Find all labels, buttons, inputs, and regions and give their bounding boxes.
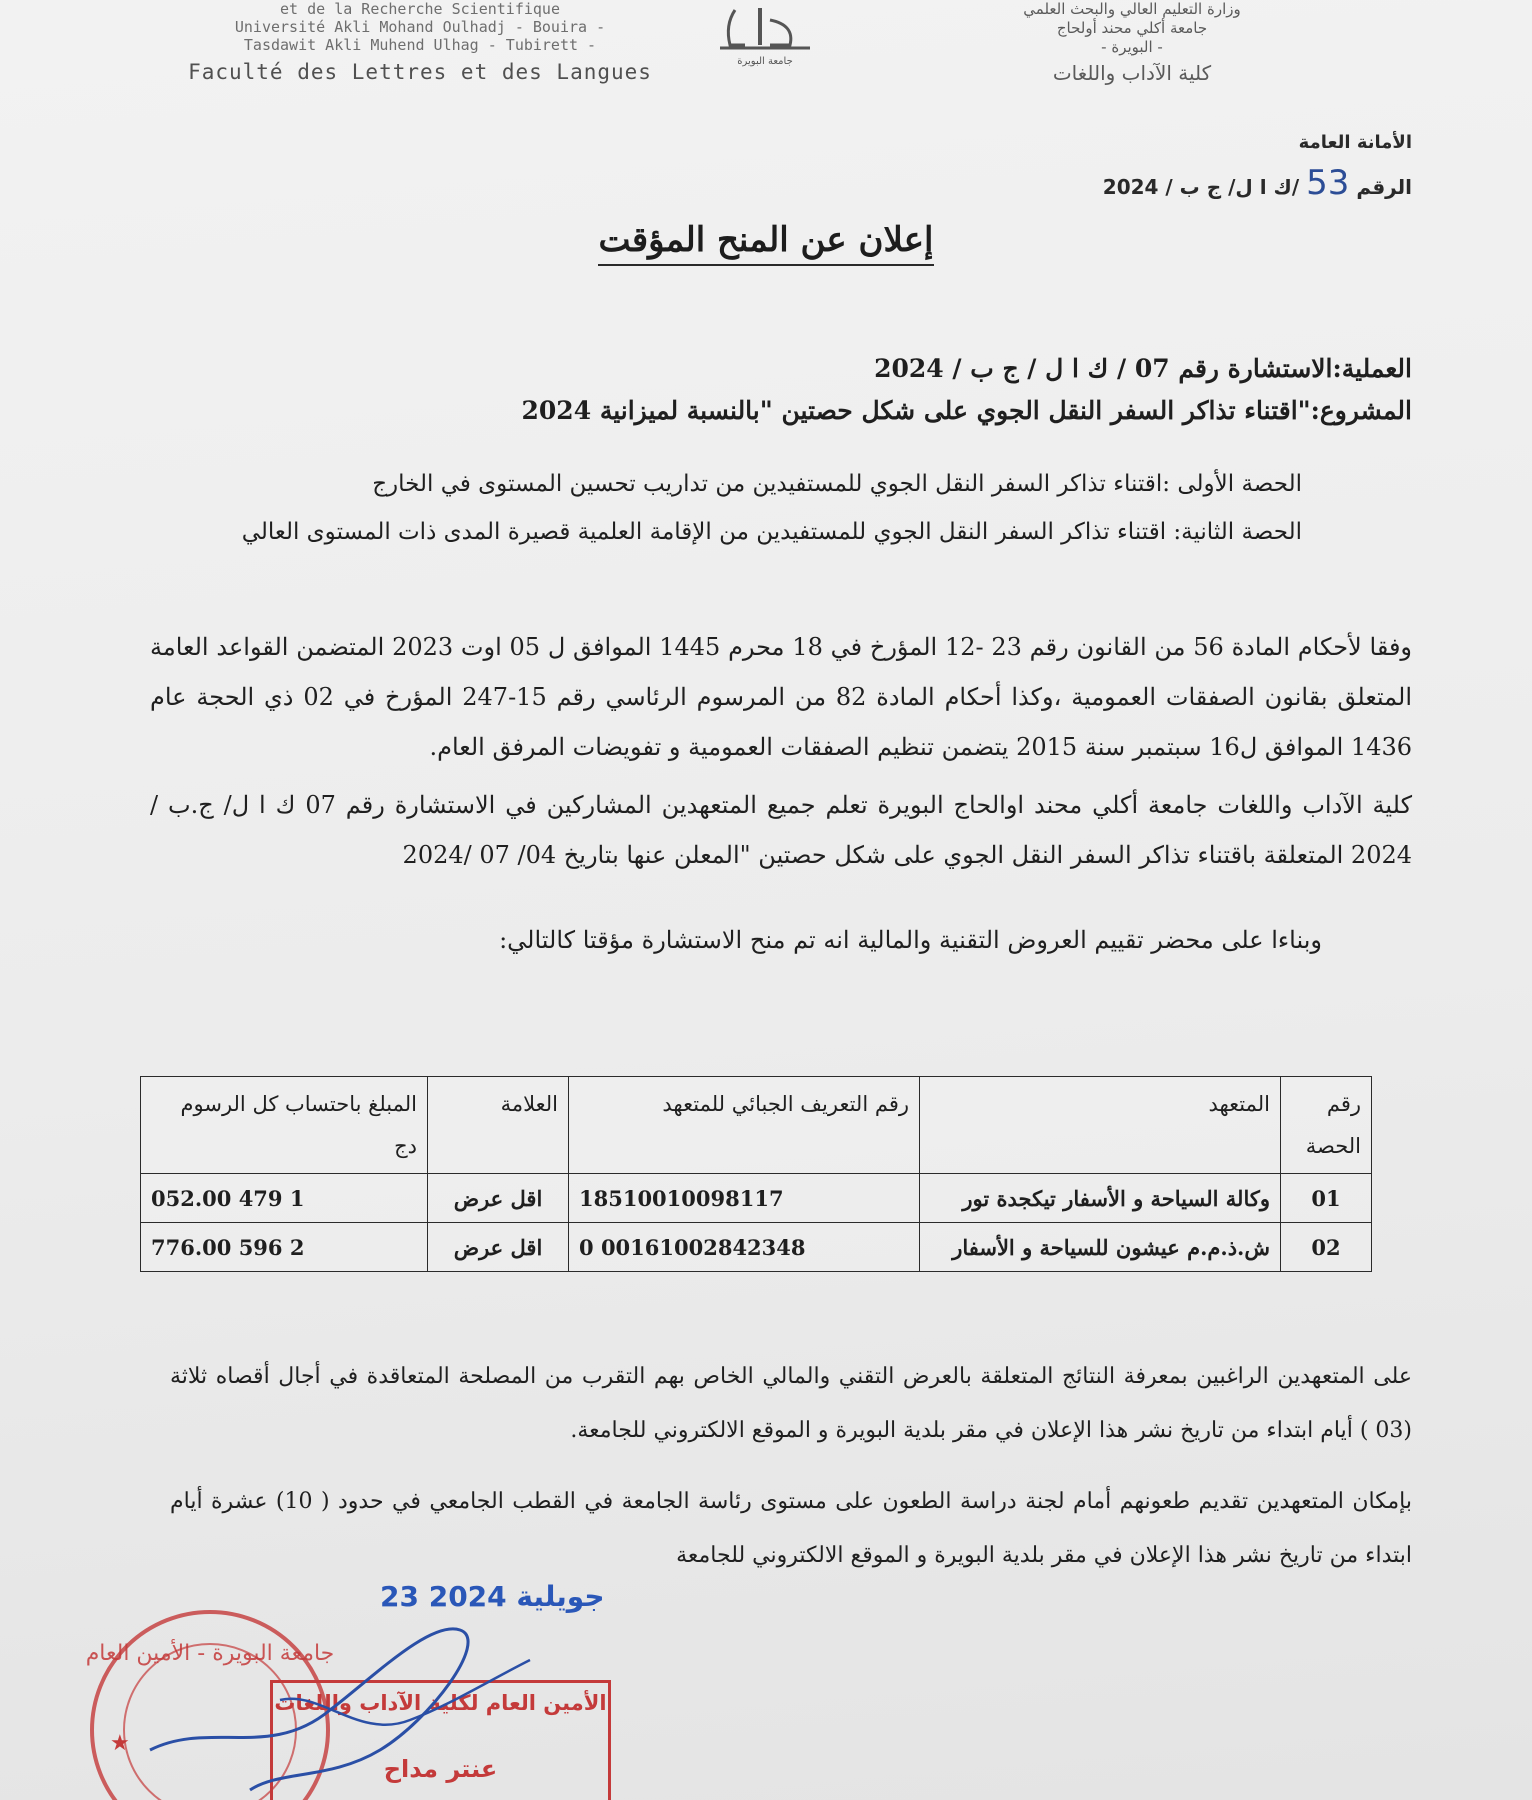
header-fr-line: et de la Recherche Scientifique: [280, 0, 560, 18]
stamp-title: الأمين العام لكلية الآداب واللغات: [274, 1691, 607, 1715]
signature-icon: [130, 1600, 550, 1800]
project-line: المشروع:"اقتناء تذاكر السفر النقل الجوي على شكل حصتين "بالنسبة لميزانية 2024: [521, 396, 1412, 425]
table-row: [141, 1223, 1372, 1272]
results-info-paragraph: على المتعهدين الراغبين بمعرفة النتائج المتعلقة بالعرض التقني والمالي الخاص بهم التقرب من المصلحة المتعاقدة في أجال أقصاه ثلاثة (03 ) أيام ابتداء من تاريخ نشر هذا الإعلان في مقر بلدية البويرة و الموقع الالكتروني للجامعة.: [170, 1364, 1412, 1443]
faculty-name-ar: كلية الآداب واللغات: [1052, 61, 1212, 85]
university-logo-icon: [700, 0, 830, 70]
svg-text:★: ★: [110, 1731, 130, 1756]
col-mark-header: العلامة: [428, 1077, 569, 1174]
reference-number: [1103, 163, 1412, 203]
reference-block: [1103, 132, 1412, 203]
col-bidder-header: المتعهد: [920, 1077, 1281, 1174]
cell-mark: اقل عرض: [428, 1223, 569, 1272]
page-title: إعلان عن المنح المؤقت: [0, 220, 1532, 260]
award-table: [140, 1076, 1372, 1272]
header-french: [170, 0, 670, 84]
col-lot-header: رقم الحصة: [1281, 1077, 1372, 1174]
table-header-row: [141, 1077, 1372, 1174]
cell-nif: 18510010098117: [569, 1174, 920, 1223]
reference-number-suffix: /ك ا ل/ ج ب / 2024: [1102, 175, 1300, 199]
col-amount-header: المبلغ باحتساب كل الرسوم دج: [141, 1077, 428, 1174]
faculty-name-fr: Faculté des Lettres et des Langues: [188, 60, 652, 84]
header-arabic: [922, 0, 1342, 85]
evaluation-paragraph: وبناءا على محضر تقييم العروض التقنية والمالية انه تم منح الاستشارة مؤقتا كالتالي:: [499, 926, 1322, 954]
cell-bidder: ش.ذ.م.م عيشون للسياحة و الأسفار: [920, 1223, 1281, 1272]
lot-2-line: الحصة الثانية: اقتناء تذاكر السفر النقل الجوي للمستفيدين من الإقامة العلمية قصيرة المدى ذات المستوى العالي: [241, 519, 1302, 545]
cell-lot: 02: [1281, 1223, 1372, 1272]
cell-bidder: وكالة السياحة و الأسفار تيكجدة تور: [920, 1174, 1281, 1223]
reference-number-handwritten: 53: [1306, 163, 1350, 203]
header-ar-line: - البويرة -: [1101, 38, 1163, 56]
cell-lot: 01: [1281, 1174, 1372, 1223]
reference-number-label: الرقم: [1356, 175, 1412, 199]
cell-mark: اقل عرض: [428, 1174, 569, 1223]
lots-block: [150, 460, 1302, 556]
operation-block: [150, 348, 1412, 432]
col-nif-header: رقم التعريف الجبائي للمتعهد: [569, 1077, 920, 1174]
general-secretariat: الأمانة العامة: [1298, 132, 1412, 153]
cell-amount: 2 596 776.00: [141, 1223, 428, 1272]
stamp-name: عنتر مداح: [383, 1755, 498, 1783]
header-fr-line: Université Akli Mohand Oulhadj - Bouira -: [234, 18, 606, 36]
header-ar-line: وزارة التعليم العالي والبحث العلمي: [1023, 0, 1241, 18]
appeals-paragraph: بإمكان المتعهدين تقديم طعونهم أمام لجنة دراسة الطعون على مستوى رئاسة الجامعة في القطب الجامعي في حدود ( 10) عشرة أيام ابتداء من تاريخ نشر هذا الإعلان في مقر بلدية البويرة و الموقع الالكتروني للجامعة: [170, 1489, 1413, 1568]
cell-amount: 1 479 052.00: [141, 1174, 428, 1223]
table-row: [141, 1174, 1372, 1223]
date-stamp: 23 جويلية 2024: [380, 1580, 605, 1613]
logo-caption: جامعة البويرة: [737, 56, 793, 67]
round-stamp-text: جامعة البويرة - الأمين العام: [85, 1641, 335, 1666]
header-fr-line: Tasdawit Akli Muhend Ulhag - Tubirett -: [243, 36, 597, 54]
header-ar-line: جامعة أكلي محند أولحاج: [1056, 19, 1208, 37]
notification-paragraph: كلية الآداب واللغات جامعة أكلي محند اوالحاج البويرة تعلم جميع المتعهدين المشاركين في الاستشارة رقم 07 ك ا ل/ ج.ب / 2024 المتعلقة باقتناء تذاكر السفر النقل الجوي على شكل حصتين "المعلن عنها بتاريخ 04/ 07 /2024: [150, 791, 1413, 869]
cell-nif: 00161002842348 0: [569, 1223, 920, 1272]
operation-line: العملية:الاستشارة رقم 07 / ك ا ل / ج ب / 2024: [874, 354, 1412, 383]
legal-basis-paragraph: وفقا لأحكام المادة 56 من القانون رقم 23 -12 المؤرخ في 18 محرم 1445 الموافق ل 05 اوت 2023 المتضمن القواعد العامة المتعلق بقانون الصفقات العمومية ،وكذا أحكام المادة 82 من المرسوم الرئاسي رقم 15-247 المؤرخ في 02 ذي الحجة عام 1436 الموافق ل16 سبتمبر سنة 2015 يتضمن تنظيم الصفقات العمومية و تفويضات المرفق العام.: [150, 633, 1413, 761]
lot-1-line: الحصة الأولى :اقتناء تذاكر السفر النقل الجوي للمستفيدين من تداريب تحسين المستوى في الخارج: [372, 471, 1302, 497]
